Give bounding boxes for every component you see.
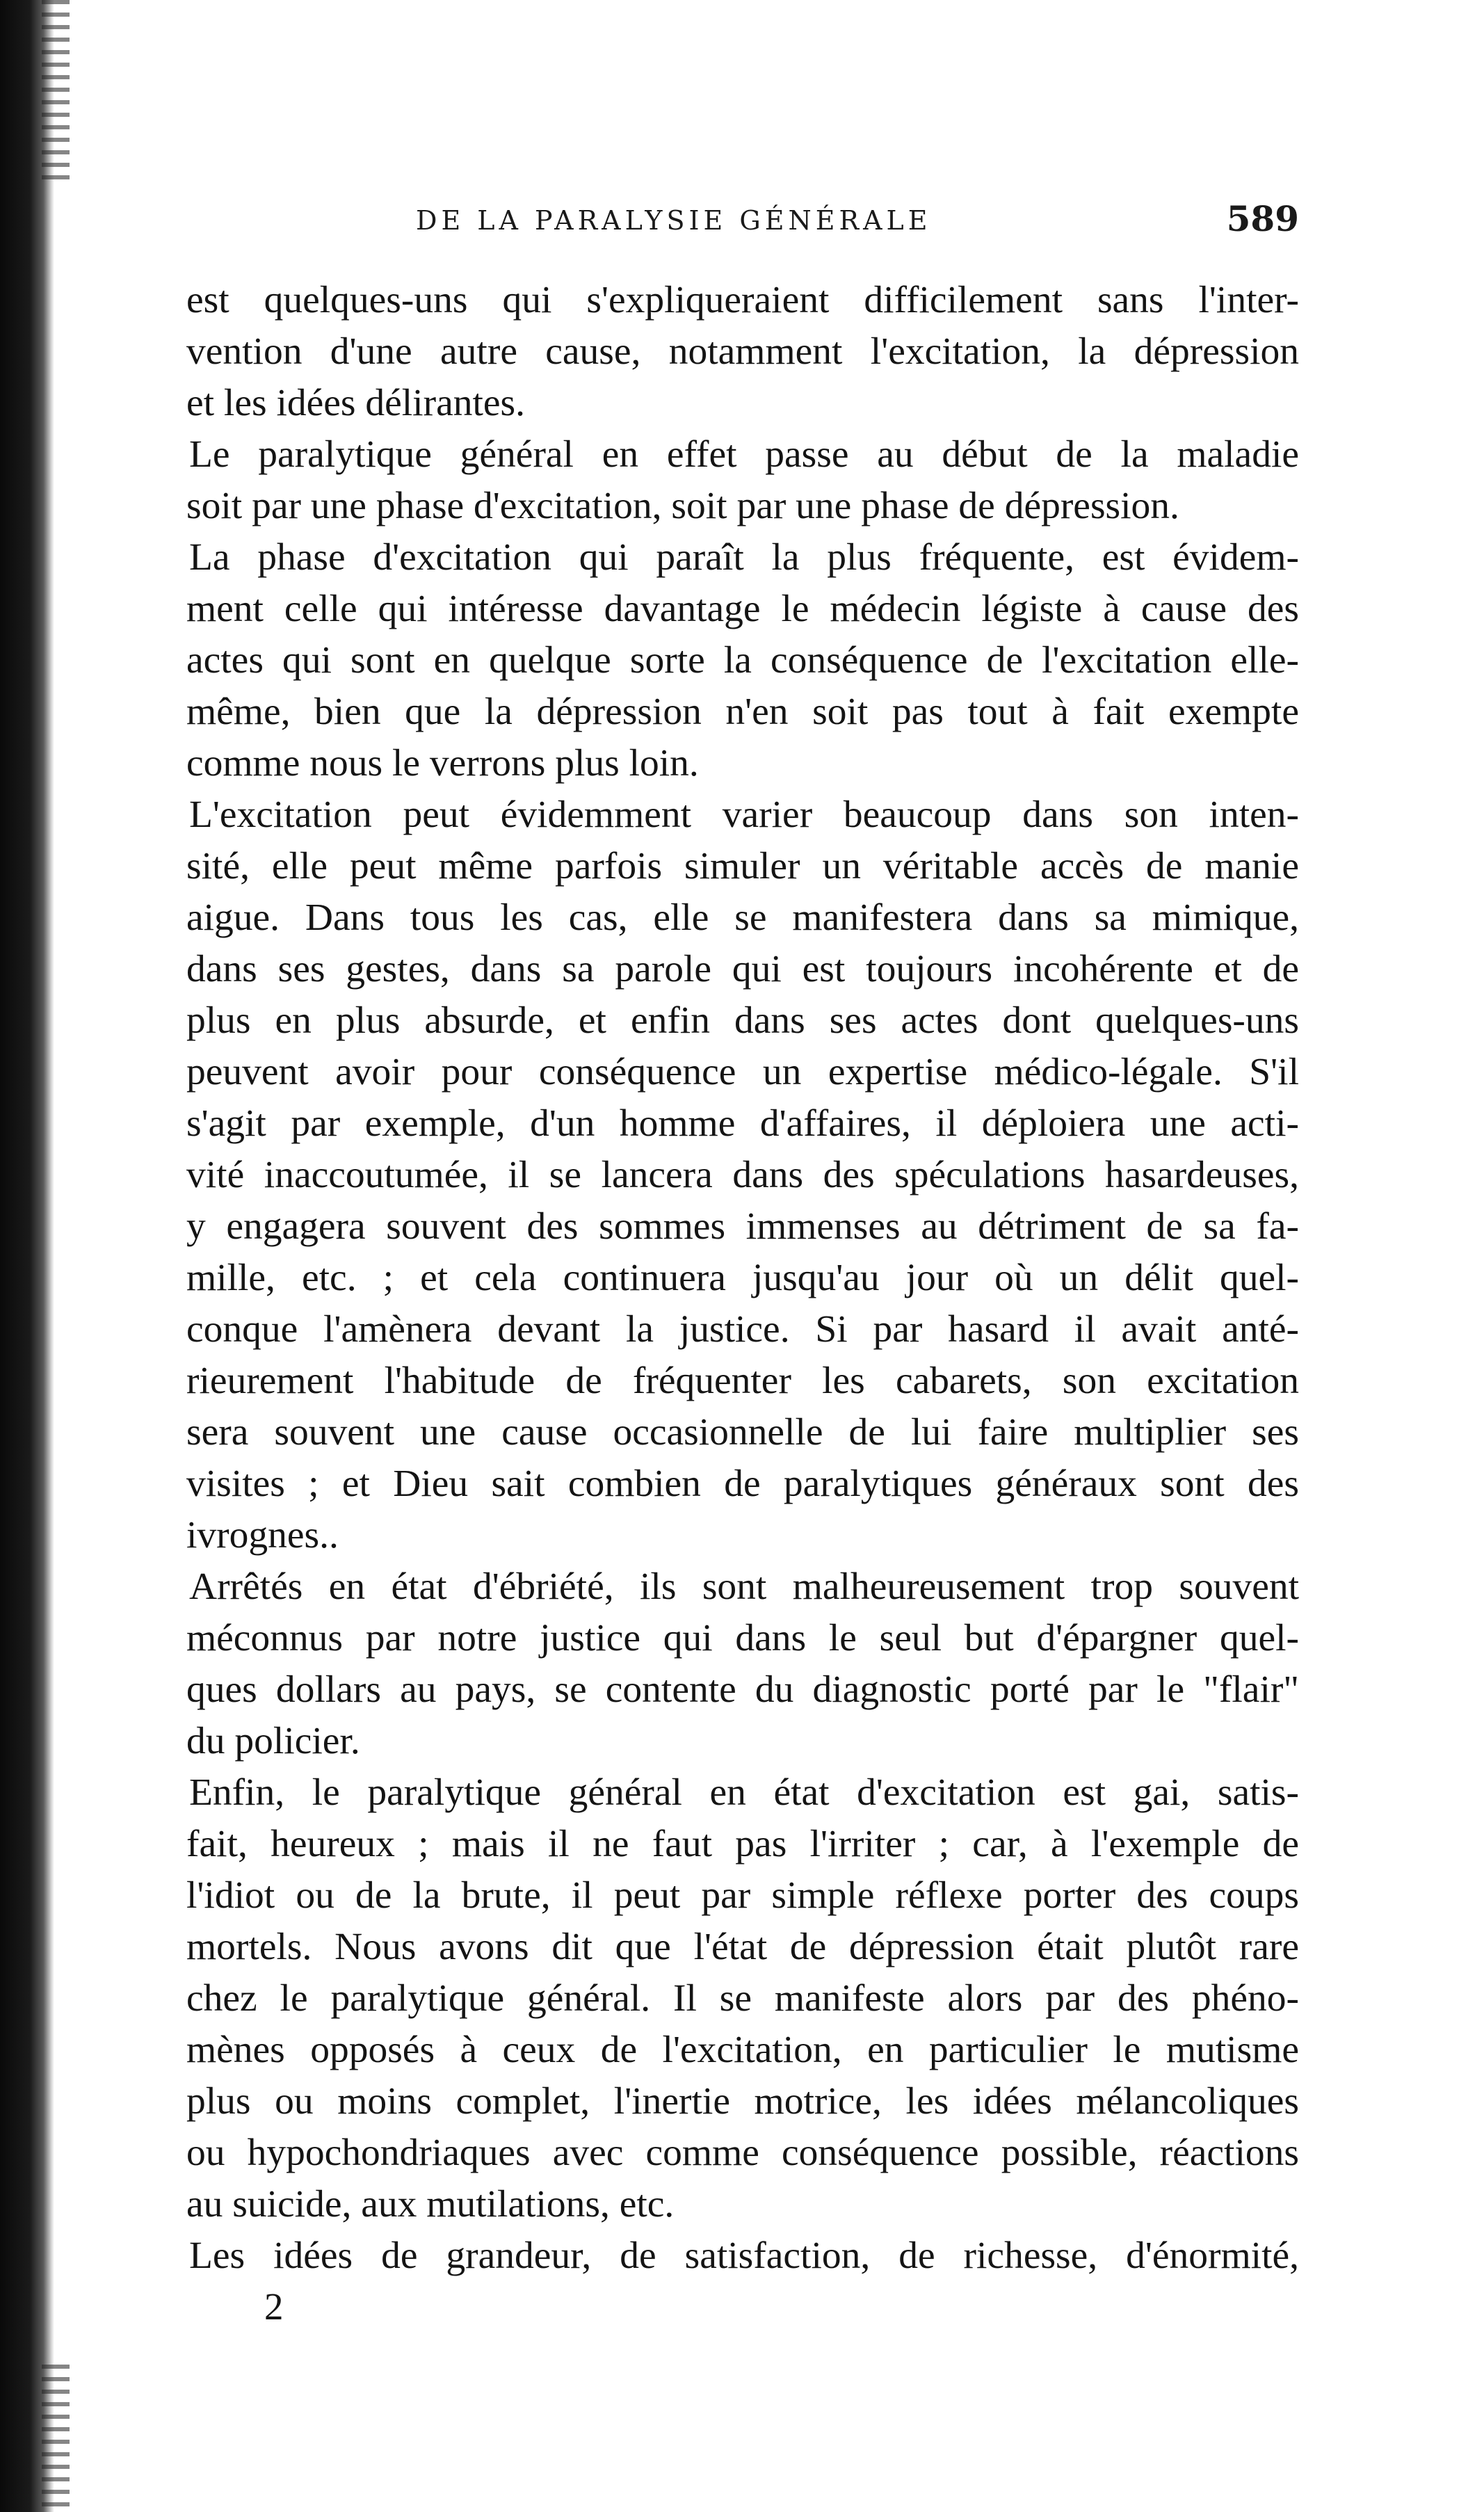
signature-mark: 2 [264, 2285, 284, 2328]
text-line: L'excitation peut évidemment varier beaucoup dans son inten- [189, 794, 1299, 836]
text-line: plus en plus absurde, et enfin dans ses actes dont quelques-uns [186, 999, 1299, 1042]
text-line: rieurement l'habitude de fréquenter les cabarets, son excitation [186, 1360, 1299, 1402]
text-line: du policier. [186, 1720, 360, 1762]
text-line: dans ses gestes, dans sa parole qui est toujours incohérente et de [186, 948, 1299, 990]
paragraph [186, 1767, 1299, 2230]
text-line: ques dollars au pays, se contente du diagnostic porté par le "flair" [186, 1668, 1299, 1711]
scan-speckle-top [42, 0, 70, 181]
scan-speckle-bottom [42, 2365, 70, 2512]
text-line: mille, etc. ; et cela continuera jusqu'au jour où un délit quel- [186, 1257, 1299, 1299]
text-line: est quelques-uns qui s'expliqueraient difficilement sans l'inter- [186, 279, 1299, 321]
paragraph [186, 532, 1299, 789]
text-line: La phase d'excitation qui paraît la plus fréquente, est évidem- [189, 536, 1299, 579]
text-line: y engagera souvent des sommes immenses au détriment de sa fa- [186, 1205, 1299, 1248]
text-line: fait, heureux ; mais il ne faut pas l'irriter ; car, à l'exemple de [186, 1823, 1299, 1865]
text-line: au suicide, aux mutilations, etc. [186, 2183, 675, 2225]
text-line: mortels. Nous avons dit que l'état de dépression était plutôt rare [186, 1926, 1299, 1968]
text-line: aigue. Dans tous les cas, elle se manifestera dans sa mimique, [186, 896, 1299, 939]
text-line: Enfin, le paralytique général en état d'excitation est gai, satis- [189, 1771, 1299, 1814]
text-line: soit par une phase d'excitation, soit par une phase de dépression. [186, 485, 1179, 527]
page-header [186, 198, 1299, 247]
body-text [186, 275, 1299, 2282]
scan-binding-edge [0, 0, 54, 2512]
text-line: l'idiot ou de la brute, il peut par simple réflexe porter des coups [186, 1874, 1299, 1917]
paragraph [186, 275, 1299, 429]
text-line: même, bien que la dépression n'en soit pas tout à fait exempte [186, 691, 1299, 733]
page-number: 589 [1226, 198, 1299, 239]
text-line: actes qui sont en quelque sorte la conséquence de l'excitation elle- [186, 639, 1299, 682]
text-line: comme nous le verrons plus loin. [186, 742, 699, 784]
text-line: vité inaccoutumée, il se lancera dans des spéculations hasardeuses, [186, 1154, 1299, 1196]
running-title: DE LA PARALYSIE GÉNÉRALE [416, 205, 932, 236]
paragraph [186, 789, 1299, 1561]
text-line: mènes opposés à ceux de l'excitation, en particulier le mutisme [186, 2029, 1299, 2071]
text-line: vention d'une autre cause, notamment l'excitation, la dépression [186, 330, 1299, 373]
text-line: chez le paralytique général. Il se manifeste alors par des phéno- [186, 1977, 1299, 2020]
text-line: Les idées de grandeur, de satisfaction, de richesse, d'énormité, [189, 2235, 1299, 2277]
text-line: Arrêtés en état d'ébriété, ils sont malheureusement trop souvent [189, 1565, 1299, 1608]
paragraph [186, 1561, 1299, 1767]
text-line: sité, elle peut même parfois simuler un véritable accès de manie [186, 845, 1299, 887]
text-line: sera souvent une cause occasionnelle de lui faire multiplier ses [186, 1411, 1299, 1454]
text-line: conque l'amènera devant la justice. Si par hasard il avait anté- [186, 1308, 1299, 1351]
text-line: ou hypochondriaques avec comme conséquence possible, réactions [186, 2132, 1299, 2174]
paragraph [186, 429, 1299, 532]
text-line: ment celle qui intéresse davantage le médecin légiste à cause des [186, 588, 1299, 630]
text-line: peuvent avoir pour conséquence un expertise médico-légale. S'il [186, 1051, 1299, 1093]
paragraph [186, 2230, 1299, 2282]
text-line: Le paralytique général en effet passe au début de la maladie [189, 433, 1299, 476]
text-line: s'agit par exemple, d'un homme d'affaires, il déploiera une acti- [186, 1102, 1299, 1145]
text-line: ivrognes.. [186, 1514, 339, 1556]
text-line: visites ; et Dieu sait combien de paralytiques généraux sont des [186, 1463, 1299, 1505]
text-line: plus ou moins complet, l'inertie motrice, les idées mélancoliques [186, 2080, 1299, 2123]
text-line: méconnus par notre justice qui dans le seul but d'épargner quel- [186, 1617, 1299, 1659]
text-line: et les idées délirantes. [186, 382, 525, 424]
